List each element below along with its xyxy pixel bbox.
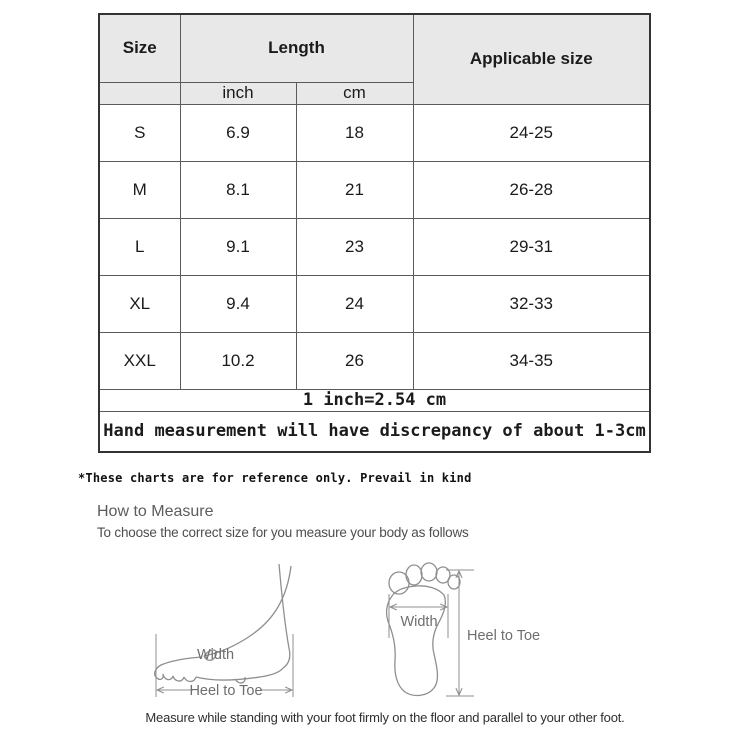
reference-note: *These charts are for reference only. Prevail in kind (78, 471, 472, 485)
header-cell-applicable-size: Applicable size (413, 14, 650, 104)
applicable-size-cell: 34-35 (413, 332, 650, 389)
header-cell-empty (99, 82, 180, 104)
how-to-measure-title: How to Measure (97, 503, 214, 520)
footprint-outline (387, 586, 446, 696)
toe-2 (406, 565, 422, 585)
cm-cell: 26 (296, 332, 413, 389)
size-cell: XL (99, 275, 180, 332)
size-chart-table (98, 13, 651, 453)
foot-measurement-diagram (140, 550, 560, 708)
how-to-measure-subtitle: To choose the correct size for you measure your body as follows (97, 525, 469, 540)
note-row-conversion (99, 389, 650, 411)
toe-3 (421, 563, 437, 581)
disclaimer-note: Hand measurement will have discrepancy of about 1-3cm (99, 411, 650, 452)
size-rows (99, 104, 650, 389)
inch-cell: 8.1 (180, 161, 296, 218)
applicable-size-cell: 32-33 (413, 275, 650, 332)
table-row (99, 104, 650, 161)
toe-5 (448, 575, 460, 589)
table-row (99, 275, 650, 332)
table-row (99, 218, 650, 275)
table-row (99, 332, 650, 389)
bottom-heel-to-toe-label: Heel to Toe (467, 628, 541, 644)
bottom-width-label: Width (400, 614, 438, 630)
cm-cell: 21 (296, 161, 413, 218)
note-row-disclaimer (99, 411, 650, 452)
header-cell-length: Length (180, 14, 413, 82)
table-row (99, 161, 650, 218)
size-cell: M (99, 161, 180, 218)
cm-cell: 23 (296, 218, 413, 275)
inch-cell: 9.1 (180, 218, 296, 275)
size-cell: S (99, 104, 180, 161)
foot-side-view (155, 564, 293, 699)
inch-cell: 9.4 (180, 275, 296, 332)
header-cell-inch: inch (180, 82, 296, 104)
side-heel-to-toe-label: Heel to Toe (189, 683, 263, 699)
size-cell: L (99, 218, 180, 275)
size-cell: XXL (99, 332, 180, 389)
applicable-size-cell: 24-25 (413, 104, 650, 161)
conversion-note: 1 inch=2.54 cm (99, 389, 650, 411)
foot-sole-line (196, 668, 283, 680)
side-width-label: Width (197, 647, 235, 663)
foot-side-outline (204, 566, 291, 656)
inch-cell: 6.9 (180, 104, 296, 161)
applicable-size-cell: 26-28 (413, 161, 650, 218)
inch-cell: 10.2 (180, 332, 296, 389)
foot-bottom-view (387, 563, 540, 696)
header-cell-cm: cm (296, 82, 413, 104)
measure-caption: Measure while standing with your foot firmly on the floor and parallel to your other foot. (145, 710, 625, 725)
cm-cell: 24 (296, 275, 413, 332)
foot-toes (155, 657, 202, 682)
header-row-1 (99, 14, 650, 82)
applicable-size-cell: 29-31 (413, 218, 650, 275)
cm-cell: 18 (296, 104, 413, 161)
header-cell-size: Size (99, 14, 180, 82)
